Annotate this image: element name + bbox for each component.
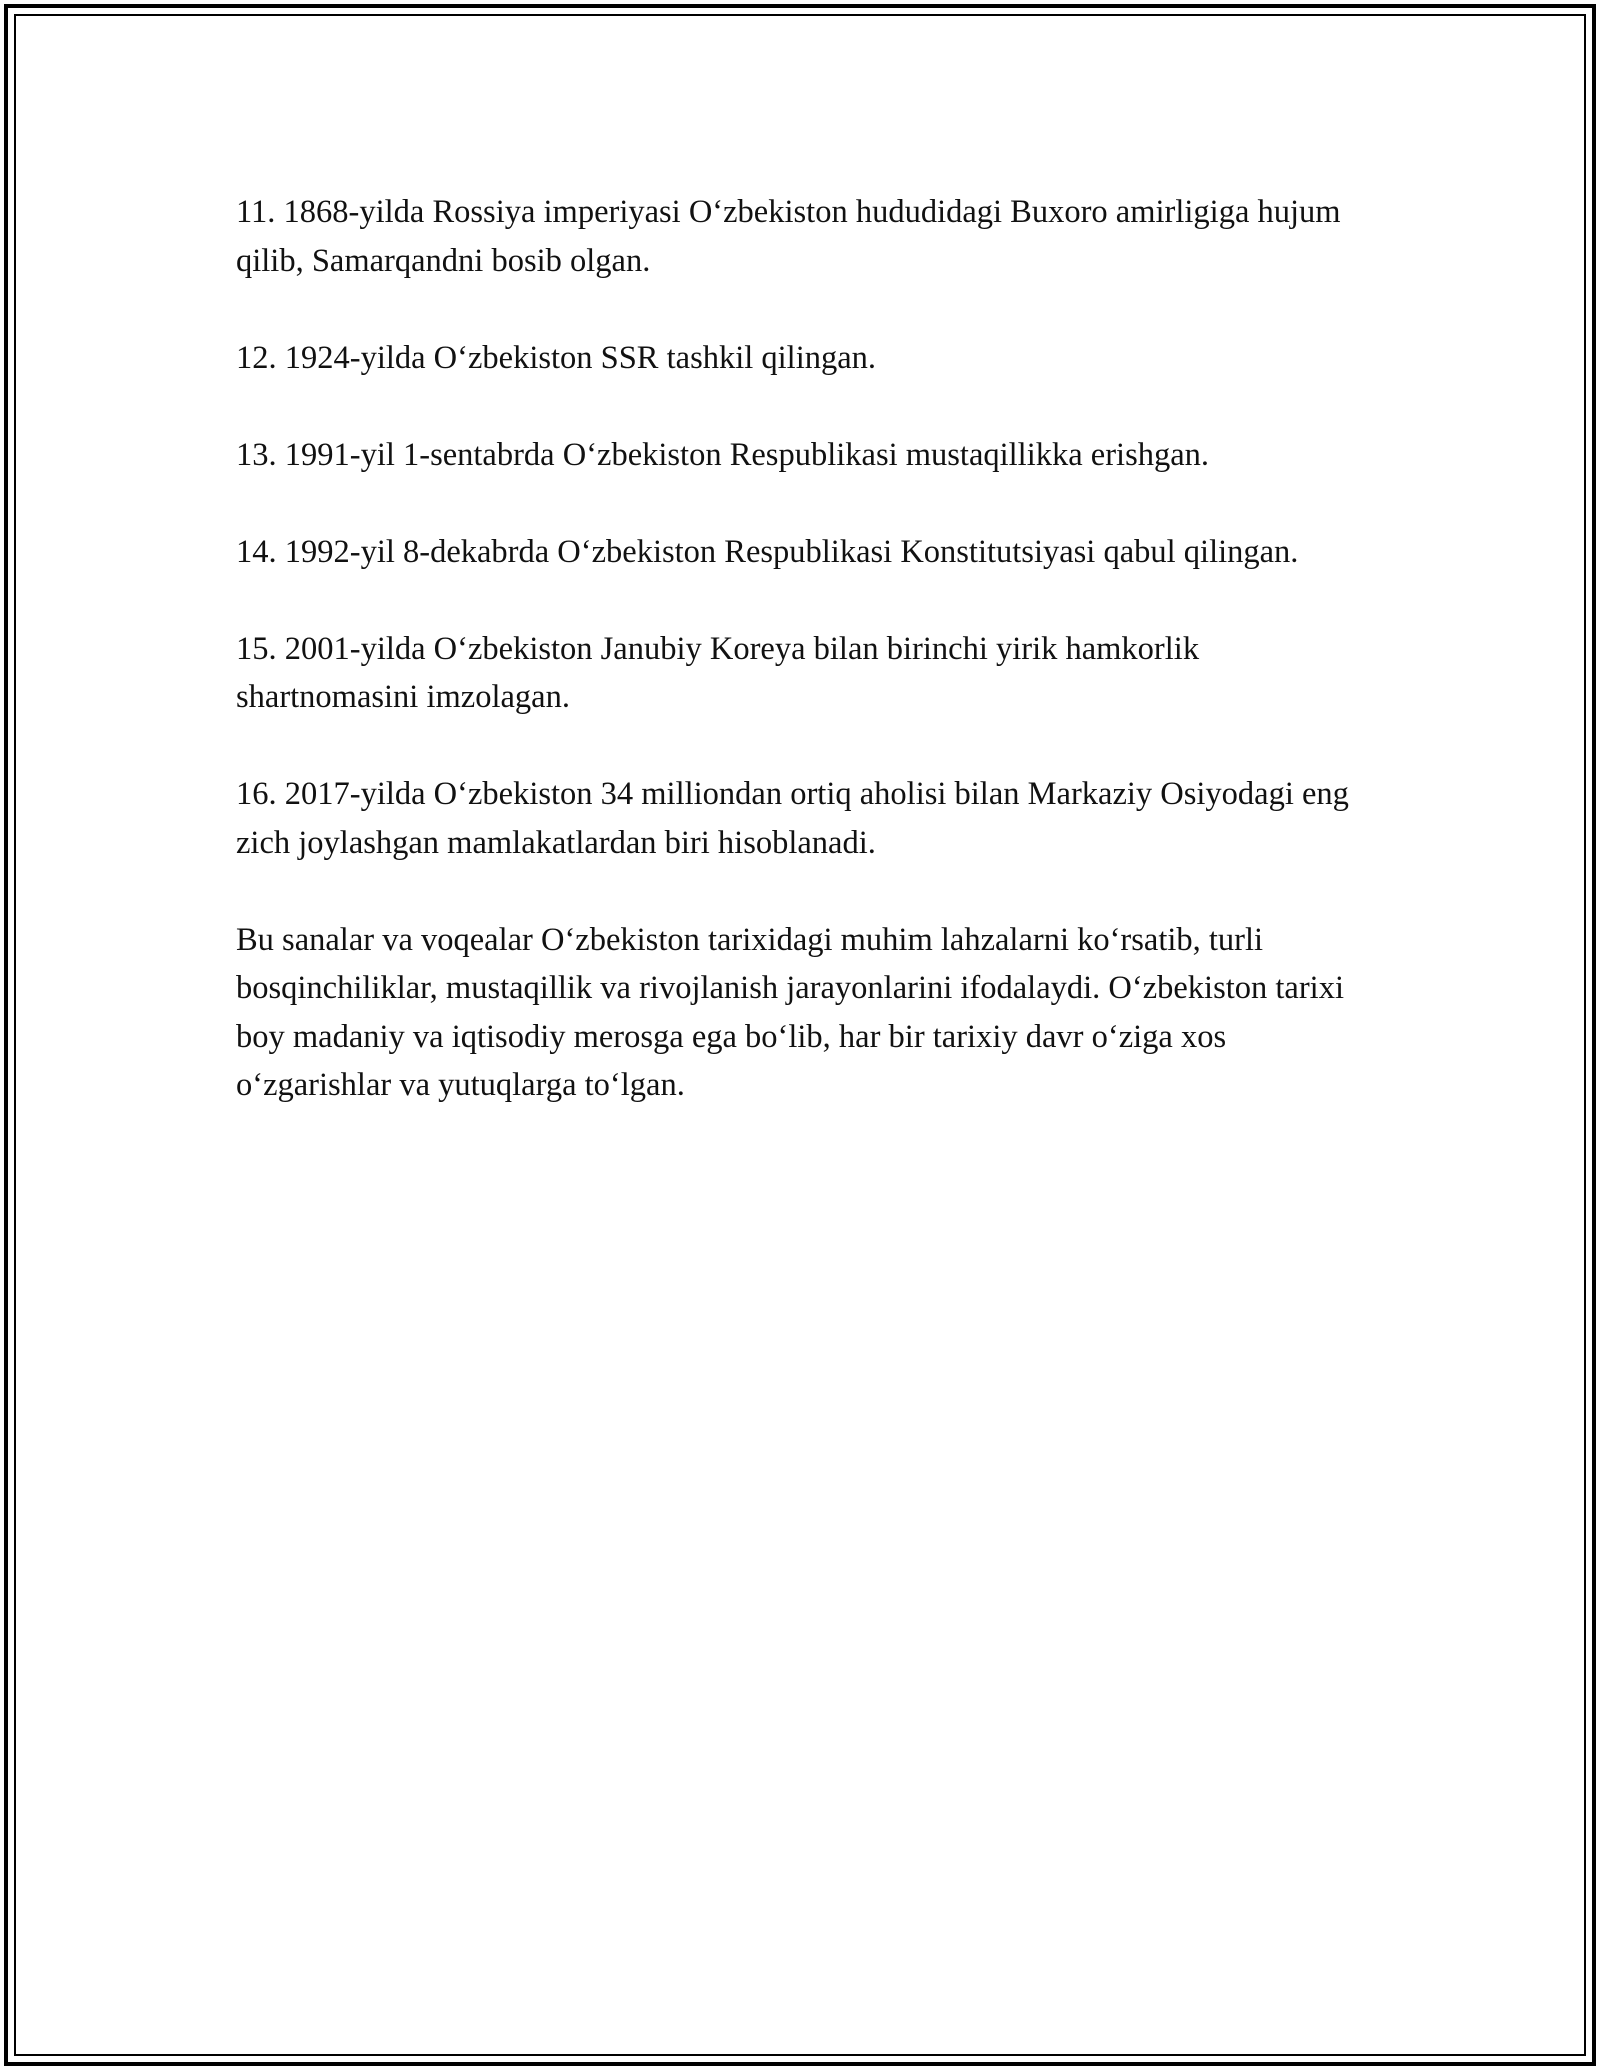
list-item-16: 16. 2017-yilda O‘zbekiston 34 milliondan ortiq aholisi bilan Markaziy Osiyodagi eng zich joylashgan mamlakatlardan biri hisoblanadi. — [236, 776, 1349, 861]
summary-paragraph: Bu sanalar va voqealar O‘zbekiston tarixidagi muhim lahzalarni ko‘rsatib, turli bosqinchiliklar, mustaqillik va rivojlanish jarayonlarini ifodalaydi. O‘zbekiston tarixi boy madaniy va iqtisodiy merosga ega bo‘lib, har bir tarixiy davr o‘ziga xos o‘zgarishlar va yutuqlarga to‘lgan. — [236, 921, 1344, 1103]
list-item-11: 11. 1868-yilda Rossiya imperiyasi O‘zbekiston hududidagi Buxoro amirligiga hujum qilib, Samarqandni bosib olgan. — [236, 194, 1341, 279]
list-item-13: 13. 1991-yil 1-sentabrda O‘zbekiston Respublikasi mustaqillikka erishgan. — [236, 436, 1210, 473]
list-item-15: 15. 2001-yilda O‘zbekiston Janubiy Koreya bilan birinchi yirik hamkorlik shartnomasini imzolagan. — [236, 630, 1200, 715]
list-item-12: 12. 1924-yilda O‘zbekiston SSR tashkil qilingan. — [236, 339, 877, 376]
document-body — [236, 188, 1360, 1158]
list-item-14: 14. 1992-yil 8-dekabrda O‘zbekiston Respublikasi Konstitutsiyasi qabul qilingan. — [236, 533, 1299, 570]
